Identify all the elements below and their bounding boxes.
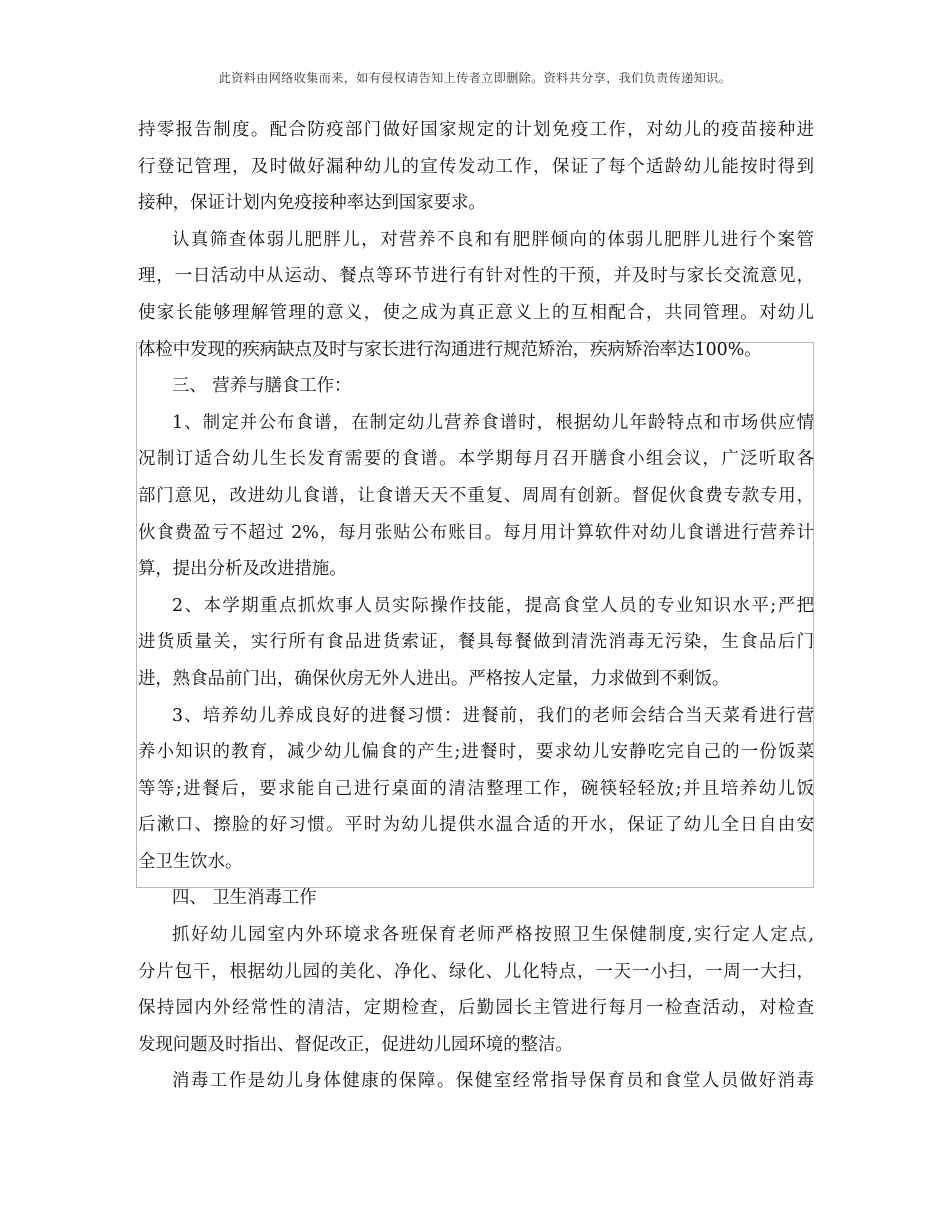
- text-line: 抓好幼儿园室内外环境求各班保育老师严格按照卫生保健制度,实行定人定点,: [172, 925, 814, 946]
- text-line: 持零报告制度。配合防疫部门做好国家规定的计划免疫工作，对幼儿的疫苗接种进: [138, 120, 814, 140]
- text-line: 全卫生饮水。: [138, 851, 243, 872]
- text-line: 理，一日活动中从运动、餐点等环节进行有针对性的干预，并及时与家长交流意见，: [138, 266, 814, 287]
- text-line: 1、制定并公布食谱，在制定幼儿营养食谱时，根据幼儿年龄特点和市场供应情: [172, 412, 814, 433]
- page-header-note: 此资料由网络收集而来，如有侵权请告知上传者立即删除。资料共分享，我们负责传递知识。: [218, 71, 732, 85]
- text-line: 分片包干，根据幼儿园的美化、净化、绿化、儿化特点，一天一小扫，一周一大扫，: [138, 961, 814, 982]
- text-line: 使家长能够理解管理的意义，使之成为真正意义上的互相配合，共同管理。对幼儿: [138, 302, 814, 323]
- text-line: 发现问题及时指出、督促改正，促进幼儿园环境的整洁。: [138, 1034, 573, 1055]
- text-line: 部门意见，改进幼儿食谱，让食谱天天不重复、周周有创新。督促伙食费专款专用，: [138, 485, 814, 506]
- text-line: 行登记管理，及时做好漏种幼儿的宣传发动工作，保证了每个适龄幼儿能按时得到: [138, 156, 814, 177]
- section-heading: 四、 卫生消毒工作: [172, 888, 317, 909]
- text-line: 体检中发现的疾病缺点及时与家长进行沟通进行规范矫治，疾病矫治率达100%。: [138, 339, 762, 360]
- text-line: 3、培养幼儿养成良好的进餐习惯：进餐前，我们的老师会结合当天菜肴进行营: [172, 705, 814, 726]
- text-line: 况制订适合幼儿生长发育需要的食谱。本学期每月召开膳食小组会议，广泛听取各: [138, 449, 814, 470]
- text-line: 接种，保证计划内免疫接种率达到国家要求。: [138, 193, 486, 214]
- document-body: [138, 112, 814, 1100]
- section-heading: 三、 营养与膳食工作：: [172, 376, 352, 397]
- text-line: 保持园内外经常性的清洁，定期检查，后勤园长主管进行每月一检查活动，对检查: [138, 998, 814, 1019]
- text-line: 进，熟食品前门出，确保伙房无外人进出。严格按人定量，力求做到不剩饭。: [138, 668, 730, 689]
- text-line: 认真筛查体弱儿肥胖儿，对营养不良和有肥胖倾向的体弱儿肥胖儿进行个案管: [172, 229, 814, 250]
- text-line: 2、本学期重点抓炊事人员实际操作技能，提高食堂人员的专业知识水平;严把: [172, 595, 814, 616]
- text-line: 进货质量关，实行所有食品进货索证，餐具每餐做到清洗消毒无污染，生食品后门: [138, 632, 814, 653]
- text-line: 消毒工作是幼儿身体健康的保障。保健室经常指导保育员和食堂人员做好消毒: [172, 1071, 814, 1092]
- text-line: 后漱口、擦脸的好习惯。平时为幼儿提供水温合适的开水，保证了幼儿全日自由安: [138, 815, 814, 836]
- text-line: 养小知识的教育，减少幼儿偏食的产生;进餐时，要求幼儿安静吃完自己的一份饭菜: [138, 742, 814, 763]
- text-line: 伙食费盈亏不超过 2%，每月张贴公布账目。每月用计算软件对幼儿食谱进行营养计: [138, 522, 814, 543]
- text-line: 等等;进餐后，要求能自己进行桌面的清洁整理工作，碗筷轻轻放;并且培养幼儿饭: [138, 778, 814, 799]
- text-line: 算，提出分析及改进措施。: [138, 559, 347, 580]
